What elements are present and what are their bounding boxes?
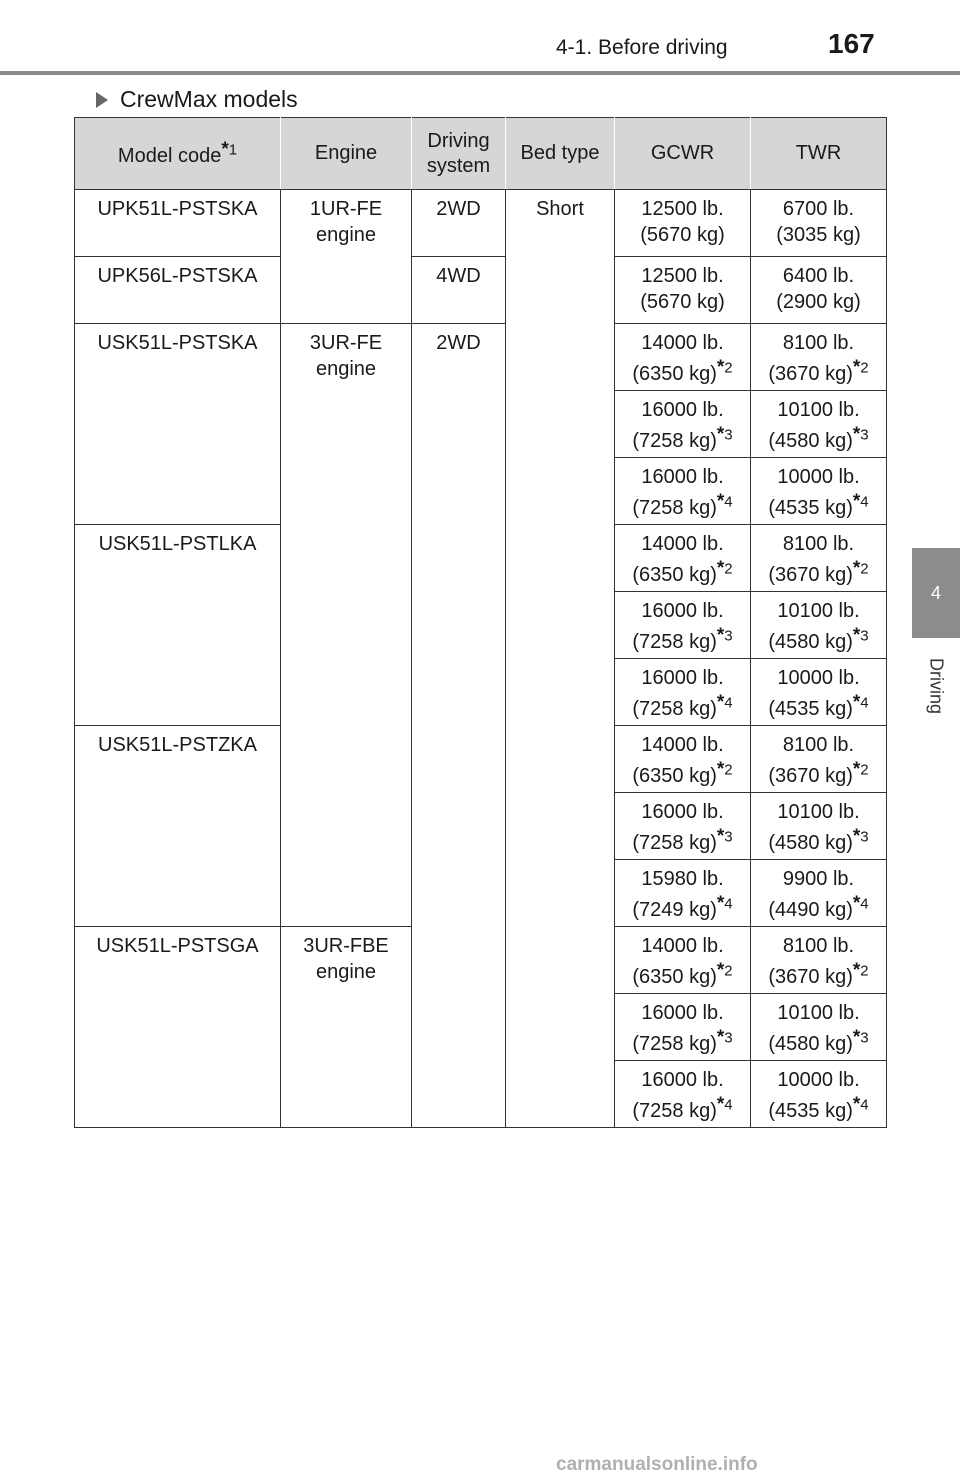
table-row [75,324,887,391]
gcwr-cell: 14000 lb. (6350 kg)*$^2$ [615,525,751,592]
gcwr-cell: 15980 lb. (7249 kg)*$^4$ [615,860,751,927]
triangle-bullet-icon [96,92,108,108]
gcwr-cell: 16000 lb. (7258 kg)*$^3$ [615,793,751,860]
twr-cell: 8100 lb. (3670 kg)*$^2$ [751,726,887,793]
model-code-cell: USK51L-PSTSGA [75,927,281,1128]
table-row [75,257,887,324]
table-header-row [75,118,887,190]
gcwr-cell: 16000 lb. (7258 kg)*$^4$ [615,458,751,525]
model-code-cell: USK51L-PSTZKA [75,726,281,927]
gcwr-cell: 16000 lb. (7258 kg)*$^3$ [615,391,751,458]
page-number: 167 [828,28,875,59]
twr-cell: 10100 lb. (4580 kg)*$^3$ [751,994,887,1061]
chapter-label: Driving [926,657,947,715]
header-twr: TWR [751,118,887,190]
gcwr-cell: 16000 lb. (7258 kg)*$^3$ [615,592,751,659]
gcwr-cell: 14000 lb. (6350 kg)*$^2$ [615,927,751,994]
engine-cell: 3UR-FE engine [281,324,412,927]
header-bed-type: Bed type [506,118,615,190]
twr-cell: 10000 lb. (4535 kg)*$^4$ [751,458,887,525]
gcwr-cell: 14000 lb. (6350 kg)*$^2$ [615,726,751,793]
header-engine: Engine [281,118,412,190]
chapter-tab [912,548,960,638]
twr-cell: 10100 lb. (4580 kg)*$^3$ [751,391,887,458]
towing-capacity-table [74,117,887,1128]
drive-cell: 2WD [412,324,506,1128]
gcwr-cell: 14000 lb. (6350 kg)*$^2$ [615,324,751,391]
twr-cell: 10000 lb. (4535 kg)*$^4$ [751,1061,887,1128]
gcwr-cell: 12500 lb. (5670 kg) [615,257,751,324]
model-code-cell: UPK56L-PSTSKA [75,257,281,324]
twr-cell: 8100 lb. (3670 kg)*$^2$ [751,927,887,994]
twr-cell: 10100 lb. (4580 kg)*$^3$ [751,793,887,860]
header-model-code: Model code*$^1$ [75,118,281,190]
drive-cell: 2WD [412,190,506,257]
table-row [75,190,887,257]
header-divider [0,71,960,75]
header-gcwr: GCWR [615,118,751,190]
engine-cell: 3UR-FBE engine [281,927,412,1128]
twr-cell: 10100 lb. (4580 kg)*$^3$ [751,592,887,659]
subheading [96,86,298,113]
twr-cell: 10000 lb. (4535 kg)*$^4$ [751,659,887,726]
twr-cell: 6700 lb. (3035 kg) [751,190,887,257]
twr-cell: 6400 lb. (2900 kg) [751,257,887,324]
bed-type-cell: Short [506,190,615,1128]
twr-cell: 8100 lb. (3670 kg)*$^2$ [751,525,887,592]
gcwr-cell: 16000 lb. (7258 kg)*$^3$ [615,994,751,1061]
twr-cell: 8100 lb. (3670 kg)*$^2$ [751,324,887,391]
section-title: 4-1. Before driving [556,36,728,59]
drive-cell: 4WD [412,257,506,324]
page-header [0,0,960,76]
gcwr-cell: 16000 lb. (7258 kg)*$^4$ [615,1061,751,1128]
model-code-cell: USK51L-PSTSKA [75,324,281,525]
twr-cell: 9900 lb. (4490 kg)*$^4$ [751,860,887,927]
subheading-text: CrewMax models [120,86,298,112]
gcwr-cell: 12500 lb. (5670 kg) [615,190,751,257]
model-code-cell: UPK51L-PSTSKA [75,190,281,257]
model-code-cell: USK51L-PSTLKA [75,525,281,726]
engine-cell: 1UR-FE engine [281,190,412,324]
gcwr-cell: 16000 lb. (7258 kg)*$^4$ [615,659,751,726]
header-driving-system: Driving system [412,118,506,190]
chapter-number: 4 [930,582,941,603]
watermark: carmanualsonline.info [556,1454,758,1475]
